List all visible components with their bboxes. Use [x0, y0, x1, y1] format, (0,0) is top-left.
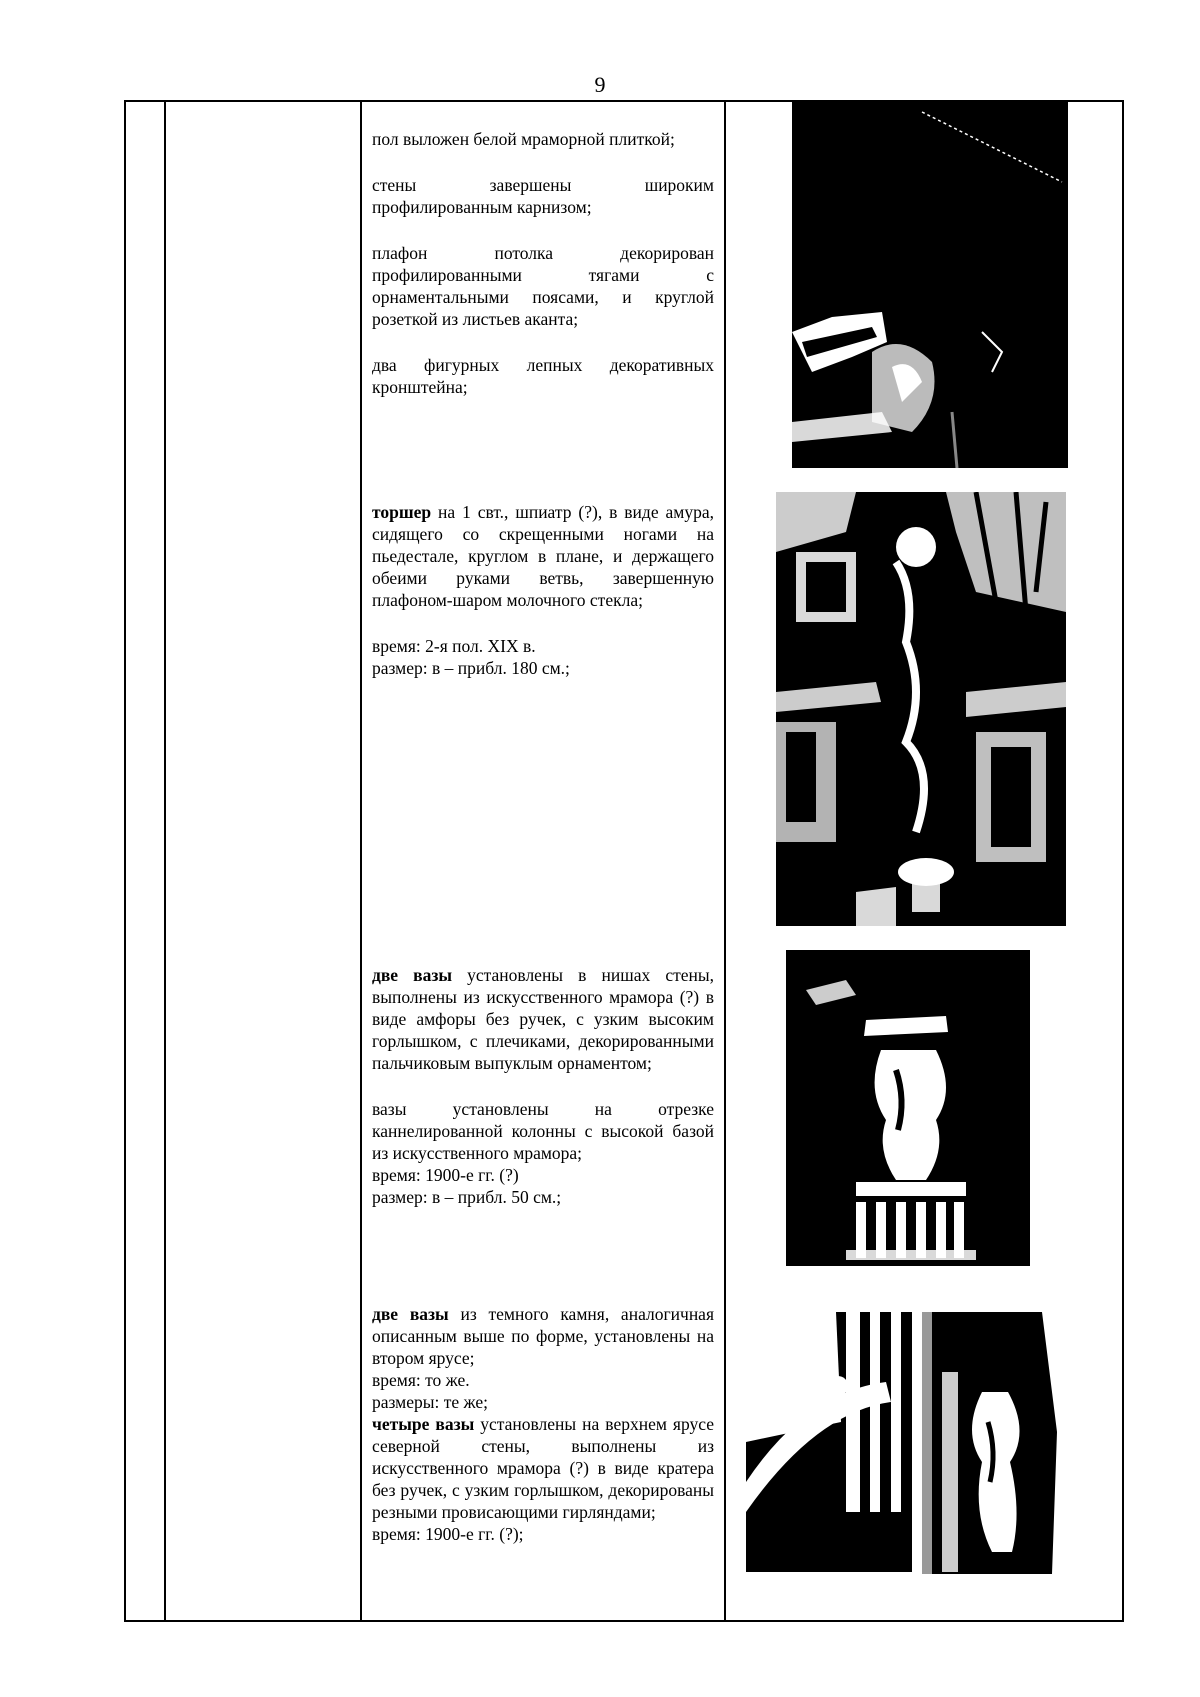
ceiling-photo	[792, 102, 1068, 468]
vase-photo	[786, 950, 1030, 1266]
floor-lamp-text	[372, 501, 714, 611]
floor-lamp-photo	[776, 492, 1066, 926]
floor-lamp-description: на 1 свт., шпиатр (?), в виде амура, сидящего со скрещенными ногами на пьедестале, круглом в плане, и держащего обеими руками ветвь, завершенную плафоном-шаром молочного стекла;	[372, 502, 714, 610]
floor-text: пол выложен белой мраморной плиткой;	[372, 129, 675, 149]
brackets-text: два фигурных лепных декоративных кронштейна;	[372, 355, 714, 397]
dark-vases-time: время: то же.	[372, 1370, 470, 1390]
vases-description: установлены в нишах стены, выполнены из искусственного мрамора (?) в виде амфоры без ручек, с узким высоким горлышком, с плечиками, декорированными пальчиковым выпуклым орнаментом;	[372, 965, 714, 1073]
four-vases-time: время: 1900-е гг. (?);	[372, 1524, 524, 1544]
floor-lamp-time: время: 2-я пол. XIX в.	[372, 636, 536, 656]
inventory-table	[124, 100, 1124, 1622]
dark-vases-description: из темного камня, аналогичная описанным выше по форме, установлены на втором ярусе;	[372, 1304, 714, 1368]
dark-vases-size: размеры: те же;	[372, 1392, 489, 1412]
walls-text: стены завершены широким профилированным карнизом;	[372, 175, 714, 217]
four-vases-title: четыре вазы	[372, 1414, 475, 1434]
vases-block	[372, 964, 714, 1303]
floor-lamp-block	[372, 501, 714, 964]
table-row	[125, 101, 1123, 1621]
dark-vases-text	[372, 1303, 714, 1369]
four-vases-description: установлены на верхнем ярусе северной стены, выполнены из искусственного мрамора (?) в виде кратера без ручек, с узким горлышком, декорированы резными провисающими гирляндами;	[372, 1414, 714, 1522]
dark-vase-photo	[746, 1312, 912, 1572]
dark-vases-title: две вазы	[372, 1304, 449, 1324]
vases-time: время: 1900-е гг. (?)	[372, 1165, 519, 1185]
vases-text	[372, 964, 714, 1074]
description-cell	[361, 101, 725, 1621]
vases-size: размер: в – прибл. 50 см.;	[372, 1187, 562, 1207]
page-number: 9	[594, 72, 606, 97]
floor-lamp-title: торшер	[372, 502, 432, 522]
crater-vase-photo	[922, 1312, 1072, 1574]
photos-cell	[725, 101, 1123, 1621]
interior-block	[372, 128, 714, 501]
floor-lamp-size: размер: в – прибл. 180 см.;	[372, 658, 570, 678]
index-cell	[125, 101, 165, 1621]
vases-base-text: вазы установлены на отрезке каннелированной колонны с высокой базой из искусственного мрамора;	[372, 1099, 714, 1163]
name-cell	[165, 101, 361, 1621]
four-vases-text	[372, 1413, 714, 1523]
vases-title: две вазы	[372, 965, 453, 985]
dark-vases-block	[372, 1303, 714, 1545]
ceiling-text: плафон потолка декорирован профилированными тягами с орнаментальными поясами, и круглой розеткой из листьев аканта;	[372, 243, 714, 329]
